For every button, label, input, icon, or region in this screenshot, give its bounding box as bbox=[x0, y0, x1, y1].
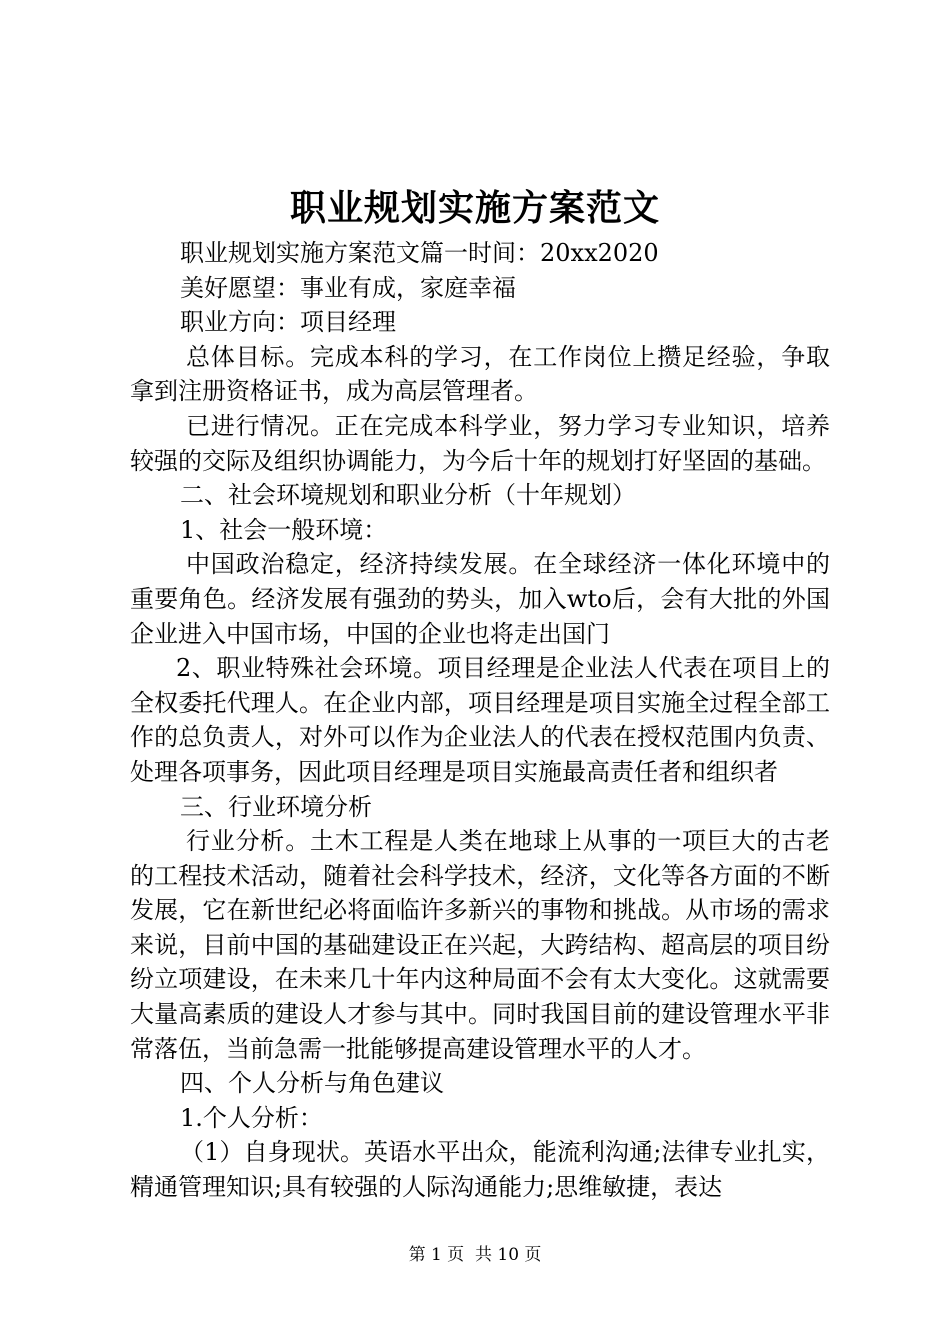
heading-social-environment: 二、社会环境规划和职业分析（十年规划） bbox=[180, 481, 636, 510]
document-title: 职业规划实施方案范文 bbox=[289, 187, 660, 229]
paragraph-special-environment: 2、职业特殊社会环境。项目经理是企业法人代表在项目上的全权委托代理人。在企业内部，项目经理是项目实施全过程全部工作的总负责人，对外可以作为企业法人的代表在授权范围内负责、处理各项事务，因此项目经理是项目实施最高责任者和组织者 bbox=[130, 654, 830, 786]
page-footer bbox=[0, 1243, 950, 1267]
paragraph-overall-goal: 总体目标。完成本科的学习，在工作岗位上攒足经验，争取拿到注册资格证书，成为高层管理者。 bbox=[130, 342, 830, 406]
page-number: 第 1 页 共 10 页 bbox=[408, 1245, 542, 1265]
paragraph-industry-analysis: 行业分析。土木工程是人类在地球上从事的一项巨大的古老的工程技术活动，随着社会科学技术，经济，文化等各方面的不断发展，它在新世纪必将面临许多新兴的事物和挑战。从市场的需求来说，目前中国的基础建设正在兴起，大跨结构、超高层的项目纷纷立项建设，在未来几十年内这种局面不会有太大变化。这就需要大量高素质的建设人才参与其中。同时我国目前的建设管理水平非常落伍，当前急需一批能够提高建设管理水平的人才。 bbox=[130, 827, 830, 1063]
heading-personal-analysis: 四、个人分析与角色建议 bbox=[180, 1069, 444, 1098]
heading-industry-analysis: 三、行业环境分析 bbox=[180, 792, 372, 821]
document-body bbox=[130, 236, 830, 1205]
subheading-personal-analysis: 1.个人分析： bbox=[180, 1103, 323, 1132]
paragraph-wish: 美好愿望：事业有成，家庭幸福 bbox=[180, 273, 516, 302]
subheading-general-environment: 1、社会一般环境： bbox=[180, 515, 388, 544]
paragraph-direction: 职业方向：项目经理 bbox=[180, 308, 396, 337]
paragraph-self-status: （1）自身现状。英语水平出众，能流利沟通;法律专业扎实，精通管理知识;具有较强的人际沟通能力;思维敏捷，表达 bbox=[130, 1138, 830, 1202]
paragraph-progress: 已进行情况。正在完成本科学业，努力学习专业知识，培养较强的交际及组织协调能力，为今后十年的规划打好坚固的基础。 bbox=[130, 411, 830, 475]
paragraph-time: 职业规划实施方案范文篇一时间：20xx2020 bbox=[180, 239, 659, 267]
paragraph-general-environment: 中国政治稳定，经济持续发展。在全球经济一体化环境中的重要角色。经济发展有强劲的势头，加入wto后，会有大批的外国企业进入中国市场，中国的企业也将走出国门 bbox=[130, 550, 830, 648]
